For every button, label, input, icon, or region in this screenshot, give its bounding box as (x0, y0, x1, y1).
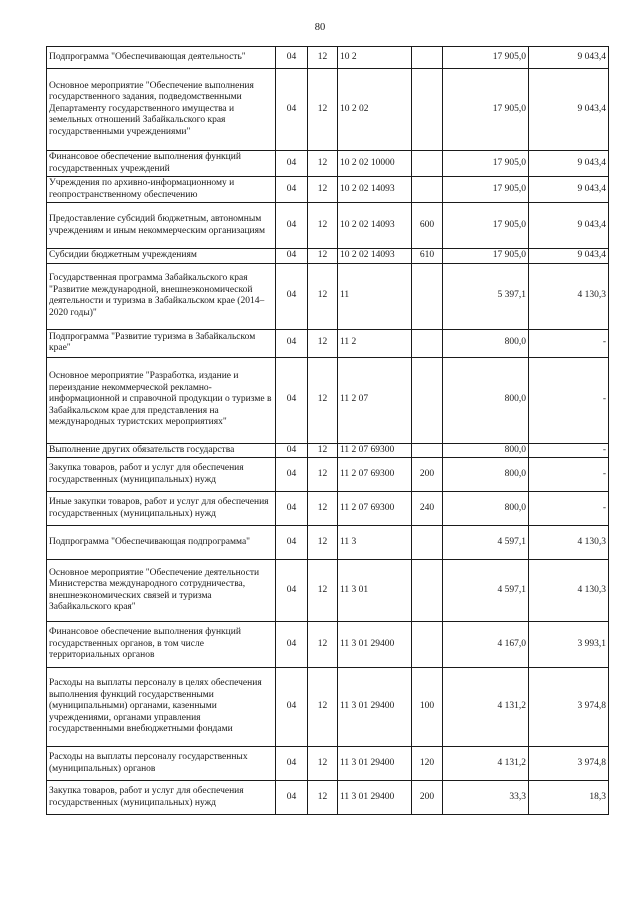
row-subsection: 12 (308, 47, 338, 69)
row-section: 04 (276, 329, 308, 357)
row-expense-type (412, 151, 443, 177)
row-expense-type: 200 (412, 781, 443, 815)
row-subsection: 12 (308, 781, 338, 815)
row-name: Иные закупки товаров, работ и услуг для обеспечения государственных (муниципальных) нужд (47, 492, 276, 526)
row-target-article: 10 2 02 14093 (338, 177, 412, 203)
row-target-article: 11 2 (338, 329, 412, 357)
row-subsection: 12 (308, 329, 338, 357)
table-row (47, 47, 609, 69)
row-subsection: 12 (308, 263, 338, 329)
row-target-article: 11 2 07 (338, 357, 412, 443)
row-expense-type (412, 560, 443, 622)
table-row (47, 151, 609, 177)
row-section: 04 (276, 151, 308, 177)
table-row (47, 781, 609, 815)
row-amount-year1: 4 597,1 (443, 560, 529, 622)
row-amount-year2: 3 974,8 (529, 747, 609, 781)
row-amount-year2: 9 043,4 (529, 177, 609, 203)
row-expense-type (412, 357, 443, 443)
row-section: 04 (276, 747, 308, 781)
row-section: 04 (276, 357, 308, 443)
budget-table (46, 46, 609, 815)
row-amount-year2: 9 043,4 (529, 69, 609, 151)
row-amount-year2: 4 130,3 (529, 526, 609, 560)
row-amount-year1: 17 905,0 (443, 249, 529, 264)
row-expense-type: 600 (412, 203, 443, 249)
row-section: 04 (276, 69, 308, 151)
table-row (47, 443, 609, 458)
row-target-article: 10 2 02 10000 (338, 151, 412, 177)
row-expense-type: 610 (412, 249, 443, 264)
row-expense-type (412, 329, 443, 357)
row-name: Подпрограмма "Обеспечивающая подпрограмма" (47, 526, 276, 560)
row-section: 04 (276, 458, 308, 492)
row-expense-type: 100 (412, 668, 443, 747)
table-row (47, 668, 609, 747)
row-name: Финансовое обеспечение выполнения функций государственных органов, в том числе территориальных органов (47, 622, 276, 668)
row-target-article: 10 2 02 14093 (338, 203, 412, 249)
row-amount-year1: 4 131,2 (443, 668, 529, 747)
row-section: 04 (276, 263, 308, 329)
table-row (47, 263, 609, 329)
row-subsection: 12 (308, 249, 338, 264)
row-amount-year2: - (529, 492, 609, 526)
row-name: Предоставление субсидий бюджетным, автономным учреждениям и иным некоммерческим организациям (47, 203, 276, 249)
table-row (47, 357, 609, 443)
row-expense-type (412, 47, 443, 69)
row-name: Финансовое обеспечение выполнения функций государственных учреждений (47, 151, 276, 177)
row-name: Расходы на выплаты персоналу в целях обеспечения выполнения функций государственными (муниципальными) органами, казенными учреждениями, органами управления государственными внебюджетными фондами (47, 668, 276, 747)
row-target-article: 11 3 01 29400 (338, 622, 412, 668)
row-name: Расходы на выплаты персоналу государственных (муниципальных) органов (47, 747, 276, 781)
row-target-article: 11 3 01 29400 (338, 747, 412, 781)
row-target-article: 11 3 (338, 526, 412, 560)
row-subsection: 12 (308, 203, 338, 249)
row-target-article: 11 2 07 69300 (338, 458, 412, 492)
row-amount-year1: 17 905,0 (443, 177, 529, 203)
row-amount-year1: 800,0 (443, 492, 529, 526)
row-expense-type: 200 (412, 458, 443, 492)
row-amount-year2: 9 043,4 (529, 151, 609, 177)
row-section: 04 (276, 781, 308, 815)
row-amount-year1: 800,0 (443, 357, 529, 443)
row-expense-type (412, 526, 443, 560)
row-section: 04 (276, 622, 308, 668)
row-amount-year1: 33,3 (443, 781, 529, 815)
table-row (47, 69, 609, 151)
row-name: Подпрограмма "Развитие туризма в Забайкальском крае" (47, 329, 276, 357)
row-name: Субсидии бюджетным учреждениям (47, 249, 276, 264)
row-target-article: 11 3 01 29400 (338, 668, 412, 747)
table-row (47, 203, 609, 249)
row-amount-year2: - (529, 357, 609, 443)
row-target-article: 11 3 01 29400 (338, 781, 412, 815)
row-expense-type (412, 443, 443, 458)
row-name: Государственная программа Забайкальского края "Развитие международной, внешнеэкономической деятельности и туризма в Забайкальском крае (2014–2020 годы)" (47, 263, 276, 329)
row-name: Закупка товаров, работ и услуг для обеспечения государственных (муниципальных) нужд (47, 781, 276, 815)
page-number: 80 (314, 22, 326, 33)
row-name: Основное мероприятие "Обеспечение деятельности Министерства международного сотрудничества, внешнеэкономических связей и туризма Забайкальского края" (47, 560, 276, 622)
row-section: 04 (276, 203, 308, 249)
row-target-article: 11 (338, 263, 412, 329)
table-row (47, 177, 609, 203)
row-target-article: 11 3 01 (338, 560, 412, 622)
row-amount-year2: 9 043,4 (529, 203, 609, 249)
row-amount-year1: 800,0 (443, 443, 529, 458)
table-row (47, 492, 609, 526)
row-amount-year2: 4 130,3 (529, 263, 609, 329)
row-amount-year1: 17 905,0 (443, 47, 529, 69)
row-amount-year2: 3 993,1 (529, 622, 609, 668)
row-section: 04 (276, 526, 308, 560)
row-amount-year1: 800,0 (443, 458, 529, 492)
row-subsection: 12 (308, 747, 338, 781)
row-subsection: 12 (308, 151, 338, 177)
table-row (47, 526, 609, 560)
row-subsection: 12 (308, 492, 338, 526)
table-row (47, 622, 609, 668)
row-amount-year1: 800,0 (443, 329, 529, 357)
row-section: 04 (276, 47, 308, 69)
row-amount-year1: 17 905,0 (443, 69, 529, 151)
row-amount-year1: 4 597,1 (443, 526, 529, 560)
row-target-article: 11 2 07 69300 (338, 443, 412, 458)
row-expense-type (412, 177, 443, 203)
row-section: 04 (276, 560, 308, 622)
row-amount-year2: 9 043,4 (529, 47, 609, 69)
row-amount-year2: 4 130,3 (529, 560, 609, 622)
row-amount-year2: - (529, 458, 609, 492)
row-amount-year1: 17 905,0 (443, 151, 529, 177)
row-expense-type (412, 69, 443, 151)
row-subsection: 12 (308, 526, 338, 560)
row-amount-year1: 5 397,1 (443, 263, 529, 329)
row-subsection: 12 (308, 357, 338, 443)
row-amount-year2: 18,3 (529, 781, 609, 815)
row-subsection: 12 (308, 177, 338, 203)
row-expense-type: 120 (412, 747, 443, 781)
row-name: Подпрограмма "Обеспечивающая деятельность" (47, 47, 276, 69)
row-name: Основное мероприятие "Разработка, издание и переиздание некоммерческой рекламно-информационной и справочной продукции о туризме в Забайкальском крае для представления на международных туристских мероприятиях" (47, 357, 276, 443)
row-target-article: 11 2 07 69300 (338, 492, 412, 526)
row-amount-year1: 4 131,2 (443, 747, 529, 781)
row-amount-year2: 9 043,4 (529, 249, 609, 264)
table-row (47, 747, 609, 781)
row-subsection: 12 (308, 668, 338, 747)
row-name: Выполнение других обязательств государства (47, 443, 276, 458)
row-amount-year1: 17 905,0 (443, 203, 529, 249)
row-expense-type: 240 (412, 492, 443, 526)
row-subsection: 12 (308, 560, 338, 622)
row-subsection: 12 (308, 458, 338, 492)
row-amount-year2: 3 974,8 (529, 668, 609, 747)
row-name: Основное мероприятие "Обеспечение выполнения государственного задания, подведомственными Департаменту государственного имущества и земельных отношений Забайкальского края государственными учреждениями" (47, 69, 276, 151)
row-target-article: 10 2 02 (338, 69, 412, 151)
row-target-article: 10 2 02 14093 (338, 249, 412, 264)
row-name: Учреждения по архивно-информационному и геопространственному обеспечению (47, 177, 276, 203)
row-section: 04 (276, 177, 308, 203)
row-amount-year1: 4 167,0 (443, 622, 529, 668)
row-subsection: 12 (308, 622, 338, 668)
row-target-article: 10 2 (338, 47, 412, 69)
row-section: 04 (276, 249, 308, 264)
row-amount-year2: - (529, 443, 609, 458)
row-amount-year2: - (529, 329, 609, 357)
row-section: 04 (276, 492, 308, 526)
row-expense-type (412, 622, 443, 668)
row-section: 04 (276, 668, 308, 747)
table-row (47, 458, 609, 492)
row-expense-type (412, 263, 443, 329)
row-section: 04 (276, 443, 308, 458)
row-subsection: 12 (308, 69, 338, 151)
table-row (47, 329, 609, 357)
table-row (47, 560, 609, 622)
table-row (47, 249, 609, 264)
row-subsection: 12 (308, 443, 338, 458)
row-name: Закупка товаров, работ и услуг для обеспечения государственных (муниципальных) нужд (47, 458, 276, 492)
